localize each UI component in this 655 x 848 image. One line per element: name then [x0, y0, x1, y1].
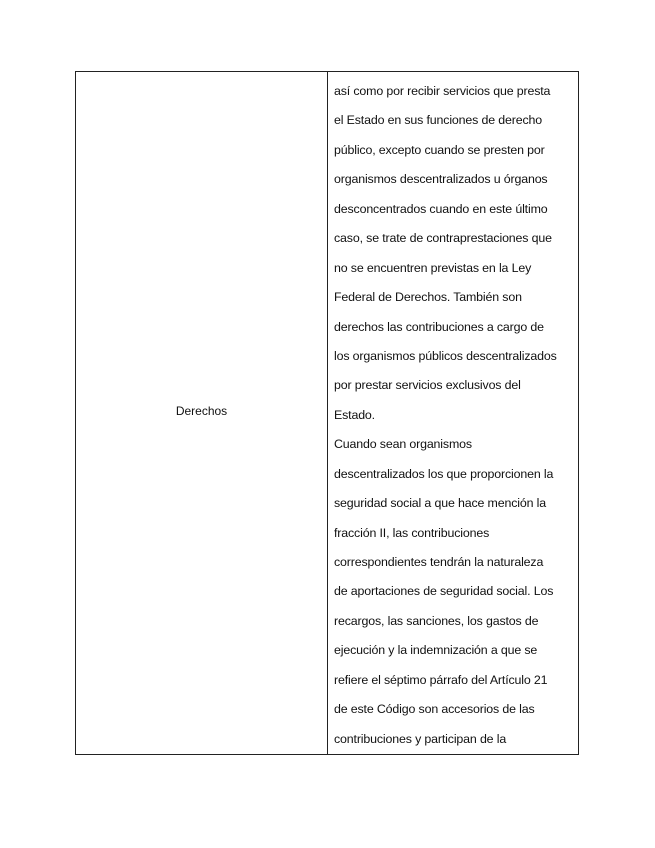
definition-line: los organismos públicos descentralizados	[334, 348, 557, 363]
definition-line: de este Código son accesorios de las	[334, 702, 535, 717]
definition-cell	[328, 72, 578, 754]
definition-line: así como por recibir servicios que presta	[334, 84, 551, 98]
definition-line: Federal de Derechos. También son	[334, 290, 522, 305]
term-cell	[76, 72, 328, 754]
term-label: Derechos	[175, 404, 228, 418]
definition-line: ejecución y la indemnización a que se	[334, 643, 538, 658]
definition-line: correspondientes tendrán la naturaleza	[334, 555, 544, 569]
definition-line: de aportaciones de seguridad social. Los	[334, 584, 554, 599]
definition-line: Estado.	[334, 407, 375, 422]
definition-line: organismos descentralizados u órganos	[334, 172, 548, 187]
definition-line: público, excepto cuando se presten por	[334, 142, 545, 157]
definition-line: descentralizados los que proporcionen la	[334, 466, 554, 481]
definition-line: contribuciones y participan de la	[334, 731, 507, 746]
definition-line: no se encuentren previstas en la Ley	[334, 260, 532, 275]
definition-table	[75, 71, 579, 755]
definition-line: recargos, las sanciones, los gastos de	[334, 613, 539, 628]
definition-line: caso, se trate de contraprestaciones que	[334, 231, 552, 246]
definition-line: seguridad social a que hace mención la	[334, 496, 546, 511]
definition-line: desconcentrados cuando en este último	[334, 201, 548, 216]
definition-line: por prestar servicios exclusivos del	[334, 378, 521, 393]
definition-line: refiere el séptimo párrafo del Artículo 21	[334, 672, 548, 687]
definition-line: fracción II, las contribuciones	[334, 525, 490, 540]
definition-line: Cuando sean organismos	[334, 437, 472, 452]
definition-line: el Estado en sus funciones de derecho	[334, 113, 542, 128]
definition-line: derechos las contribuciones a cargo de	[334, 319, 544, 334]
